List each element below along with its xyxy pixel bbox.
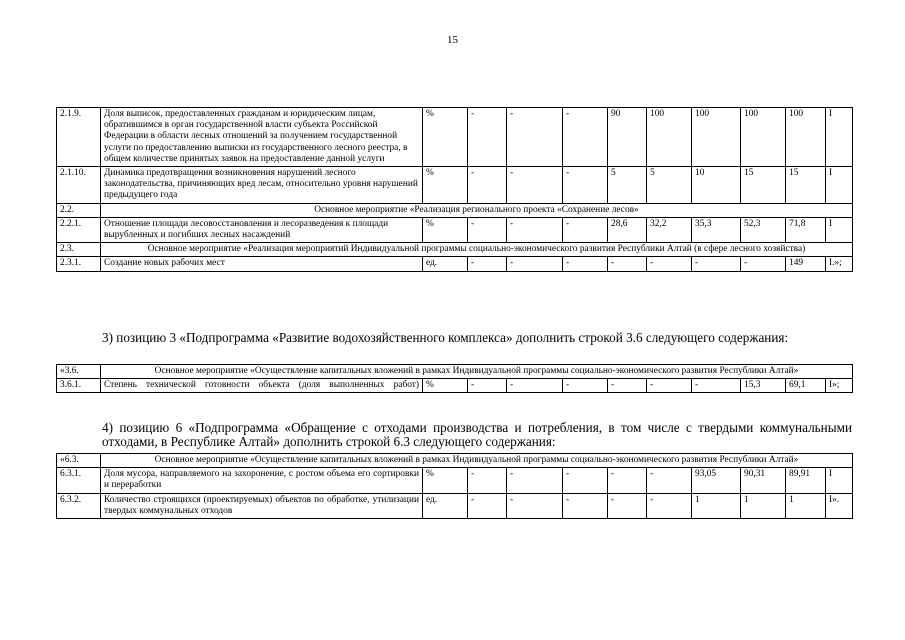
value-cell: - xyxy=(692,379,741,393)
value-cell: 28,6 xyxy=(608,217,647,242)
indicator-name: Отношение площади лесовосстановления и лесоразведения к площади вырубленных и погибших лесных насаждений xyxy=(101,217,423,242)
value-cell: I»; xyxy=(826,379,853,393)
unit-cell: % xyxy=(423,108,468,167)
value-cell: 90,31 xyxy=(741,468,786,493)
value-cell: - xyxy=(741,257,786,271)
unit-cell: ед. xyxy=(423,257,468,271)
value-cell: I.»; xyxy=(826,257,853,271)
table-row xyxy=(57,167,853,204)
table-row xyxy=(57,493,853,518)
row-number: 3.6.1. xyxy=(57,379,101,393)
indicator-name: Доля мусора, направляемого на захоронение, с ростом объема его сортировки и переработки xyxy=(101,468,423,493)
table-row xyxy=(57,108,853,167)
value-cell: 1 xyxy=(786,493,826,518)
value-cell: - xyxy=(608,379,647,393)
row-number: 2.3. xyxy=(57,243,101,257)
unit-cell: % xyxy=(423,167,468,204)
row-number: 2.3.1. xyxy=(57,257,101,271)
row-number: 2.2. xyxy=(57,203,101,217)
paragraph-item-3: 3) позицию 3 «Подпрограмма «Развитие водохозяйственного комплекса» дополнить строкой 3.6 следующего содержания: xyxy=(102,330,789,345)
value-cell: 15 xyxy=(786,167,826,204)
table-row xyxy=(57,203,853,217)
value-cell: I xyxy=(826,167,853,204)
indicator-name: Создание новых рабочих мест xyxy=(101,257,423,271)
row-number: 2.2.1. xyxy=(57,217,101,242)
value-cell: - xyxy=(608,468,647,493)
row-number: «6.3. xyxy=(57,454,101,468)
indicators-table-water xyxy=(56,364,853,393)
value-cell: 89,91 xyxy=(786,468,826,493)
value-cell: 1 xyxy=(692,493,741,518)
value-cell: I xyxy=(826,108,853,167)
value-cell: - xyxy=(647,379,692,393)
value-cell: - xyxy=(507,217,563,242)
value-cell: - xyxy=(647,493,692,518)
table-row xyxy=(57,217,853,242)
value-cell: - xyxy=(468,468,507,493)
value-cell: 52,3 xyxy=(741,217,786,242)
value-cell: I». xyxy=(826,493,853,518)
section-header: Основное мероприятие «Реализация мероприятий Индивидуальной программы социально-экономического развития Республики Алтай (в сфере лесного хозяйства) xyxy=(101,243,853,257)
value-cell: - xyxy=(507,468,563,493)
value-cell: 100 xyxy=(692,108,741,167)
value-cell: - xyxy=(563,167,608,204)
value-cell: - xyxy=(507,167,563,204)
indicators-table-forestry xyxy=(56,107,853,272)
value-cell: 35,3 xyxy=(692,217,741,242)
value-cell: - xyxy=(468,167,507,204)
value-cell: - xyxy=(608,493,647,518)
row-number: 6.3.1. xyxy=(57,468,101,493)
value-cell: - xyxy=(563,493,608,518)
table-row xyxy=(57,365,853,379)
indicator-name: Доля выписок, предоставленных гражданам и юридическим лицам, обратившимся в орган государственной власти субъекта Российской Федерации в области лесных отношений за получением государственной услуги по предоставлению выписки из государственного лесного реестра, в общем количестве принятых заявок на предоставление данной услуги xyxy=(101,108,423,167)
indicators-table-waste xyxy=(56,453,853,519)
value-cell: - xyxy=(468,493,507,518)
paragraph-item-4: 4) позицию 6 «Подпрограмма «Обращение с отходами производства и потребления, в том числе с твердыми коммунальными отходами, в Республике Алтай» дополнить строкой 6.3 следующего содержания: xyxy=(102,420,852,450)
value-cell: - xyxy=(468,379,507,393)
unit-cell: % xyxy=(423,468,468,493)
value-cell: I xyxy=(826,468,853,493)
indicator-name: Количество строящихся (проектируемых) объектов по обработке, утилизации твердых коммунальных отходов xyxy=(101,493,423,518)
value-cell: 5 xyxy=(647,167,692,204)
value-cell: 71,8 xyxy=(786,217,826,242)
indicator-name: Степень технической готовности объекта (доля выполненных работ) xyxy=(101,379,423,393)
value-cell: - xyxy=(647,468,692,493)
value-cell: 15 xyxy=(741,167,786,204)
value-cell: 149 xyxy=(786,257,826,271)
value-cell: 93,05 xyxy=(692,468,741,493)
table-row xyxy=(57,454,853,468)
unit-cell: ед. xyxy=(423,493,468,518)
row-number: 2.1.9. xyxy=(57,108,101,167)
value-cell: - xyxy=(507,493,563,518)
row-number: «3.6. xyxy=(57,365,101,379)
value-cell: 15,3 xyxy=(741,379,786,393)
value-cell: 100 xyxy=(741,108,786,167)
value-cell: - xyxy=(647,257,692,271)
page-number: 15 xyxy=(447,34,458,46)
value-cell: - xyxy=(468,257,507,271)
value-cell: - xyxy=(468,108,507,167)
value-cell: - xyxy=(563,379,608,393)
table-row xyxy=(57,379,853,393)
value-cell: - xyxy=(563,257,608,271)
value-cell: 69,1 xyxy=(786,379,826,393)
value-cell: - xyxy=(507,257,563,271)
row-number: 6.3.2. xyxy=(57,493,101,518)
value-cell: 32,2 xyxy=(647,217,692,242)
indicator-name: Динамика предотвращения возникновения нарушений лесного законодательства, причиняющих вред лесам, относительно уровня нарушений предыдущего года xyxy=(101,167,423,204)
value-cell: 10 xyxy=(692,167,741,204)
unit-cell: % xyxy=(423,379,468,393)
unit-cell: % xyxy=(423,217,468,242)
table-row xyxy=(57,243,853,257)
value-cell: 1 xyxy=(741,493,786,518)
value-cell: - xyxy=(692,257,741,271)
section-header: Основное мероприятие «Реализация регионального проекта «Сохранение лесов» xyxy=(101,203,853,217)
value-cell: 100 xyxy=(786,108,826,167)
table-row xyxy=(57,468,853,493)
section-header: Основное мероприятие «Осуществление капитальных вложений в рамках Индивидуальной программы социально-экономического развития Республики Алтай» xyxy=(101,454,853,468)
value-cell: 100 xyxy=(647,108,692,167)
value-cell: 5 xyxy=(608,167,647,204)
table-row xyxy=(57,257,853,271)
value-cell: - xyxy=(468,217,507,242)
row-number: 2.1.10. xyxy=(57,167,101,204)
section-header: Основное мероприятие «Осуществление капитальных вложений в рамках Индивидуальной программы социально-экономического развития Республики Алтай» xyxy=(101,365,853,379)
value-cell: - xyxy=(563,217,608,242)
value-cell: 90 xyxy=(608,108,647,167)
value-cell: - xyxy=(563,468,608,493)
value-cell: - xyxy=(563,108,608,167)
value-cell: - xyxy=(507,379,563,393)
value-cell: - xyxy=(507,108,563,167)
value-cell: I xyxy=(826,217,853,242)
value-cell: - xyxy=(608,257,647,271)
